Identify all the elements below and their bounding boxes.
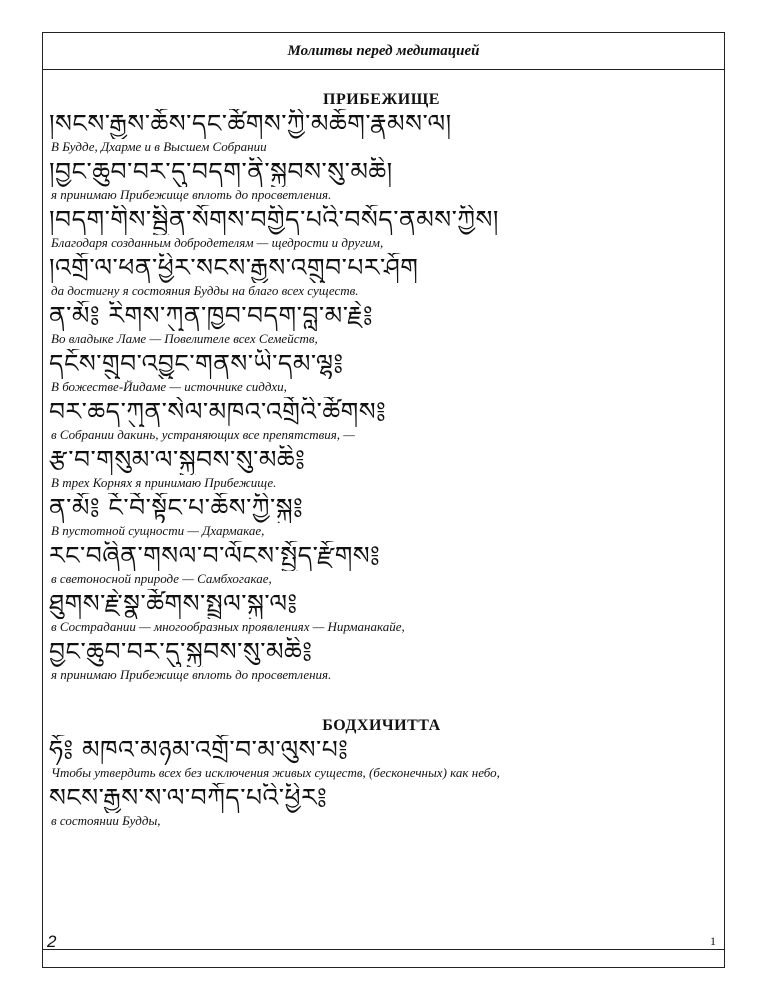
russian-line: я принимаю Прибежище вплоть до просветления. (51, 667, 332, 682)
tibetan-line: སངས་རྒྱས་ས་ལ་བཀོད་པའི་ཕྱིར༔ (49, 783, 328, 812)
verse (49, 493, 714, 539)
tibetan-line: བར་ཆད་ཀུན་སེལ་མཁའ་འགྲོའི་ཚོགས༔ (49, 397, 387, 426)
verse (49, 637, 714, 683)
russian-line: в состоянии Будды, (51, 813, 161, 828)
verse (49, 109, 714, 155)
russian-line: да достигну я состояния Будды на благо всех существ. (51, 283, 359, 298)
tibetan-line: །འགྲོ་ལ་ཕན་ཕྱིར་སངས་རྒྱས་འགྲུབ་པར་ཤོག (49, 253, 419, 282)
tibetan-line: ཧོ༔ མཁའ་མཉམ་འགྲོ་བ་མ་ལུས་པ༔ (49, 735, 349, 764)
russian-line: В божестве-Йидаме — источнике сиддхи, (51, 379, 287, 394)
verse (49, 735, 714, 781)
footer-rule (43, 932, 724, 951)
verse (49, 541, 714, 587)
tibetan-line: རང་བཞིན་གསལ་བ་ལོངས་སྤྱོད་རྫོགས༔ (49, 541, 381, 570)
page-frame (42, 32, 725, 968)
russian-line: я принимаю Прибежище вплоть до просветления. (51, 187, 332, 202)
russian-line: в Сострадании — многообразных проявлениях — Нирманакайе, (51, 619, 405, 634)
verse (49, 157, 714, 203)
verse (49, 301, 714, 347)
tibetan-line: །སངས་རྒྱས་ཆོས་དང་ཚོགས་ཀྱི་མཆོག་རྣམས་ལ། (49, 109, 452, 138)
tibetan-line: ན་མོ༔ རིགས་ཀུན་ཁྱབ་བདག་བླ་མ་རྗེ༔ (49, 301, 373, 330)
verse (49, 445, 714, 491)
russian-line: Во владыке Ламе — Повелителе всех Семейств, (51, 331, 318, 346)
document-body (49, 81, 714, 831)
page-number: 1 (710, 934, 716, 948)
russian-line: Чтобы утвердить всех без исключения живых существ, (бесконечных) как небо, (51, 765, 500, 780)
russian-line: в светоносной природе — Самбхогакае, (51, 571, 272, 586)
verse (49, 205, 714, 251)
section-spacer (49, 685, 714, 707)
footer-left-mark: 2 (47, 932, 57, 951)
verse (49, 589, 714, 635)
tibetan-line: ཐུགས་རྗེ་སྣ་ཚོགས་སྤྲུལ་སྐུ་ལ༔ (49, 589, 298, 618)
tibetan-line: ན་མོ༔ ངོ་བོ་སྟོང་པ་ཆོས་ཀྱི་སྐུ༔ (49, 493, 304, 522)
tibetan-line: །བདག་གིས་སྦྱིན་སོགས་བགྱིད་པའི་བསོད་ནམས་ཀྱིས། (49, 205, 499, 234)
tibetan-line: རྩ་བ་གསུམ་ལ་སྐྱབས་སུ་མཆི༔ (49, 445, 306, 474)
russian-line: В Будде, Дхарме и в Высшем Собрании (51, 139, 267, 154)
verse (49, 783, 714, 829)
tibetan-line: །བྱང་ཆུབ་བར་དུ་བདག་ནི་སྐྱབས་སུ་མཆི། (49, 157, 393, 186)
section-title-bodhicitta: БОДХИЧИТТА (322, 717, 441, 734)
section-title-refuge: ПРИБЕЖИЩЕ (323, 91, 440, 108)
verse (49, 397, 714, 443)
verse (49, 349, 714, 395)
tibetan-line: དངོས་གྲུབ་འབྱུང་གནས་ཡི་དམ་ལྷ༔ (49, 349, 344, 378)
header-title: Молитвы перед медитацией (287, 42, 480, 59)
russian-line: в Собрании дакинь, устраняющих все препятствия, — (51, 427, 355, 442)
russian-line: В пустотной сущности — Дхармакае, (51, 523, 265, 538)
tibetan-line: བྱང་ཆུབ་བར་དུ་སྐྱབས་སུ་མཆི༔ (49, 637, 313, 666)
russian-line: В трех Корнях я принимаю Прибежище. (51, 475, 277, 490)
russian-line: Благодаря созданным добродетелям — щедрости и другим, (51, 235, 384, 250)
verse (49, 253, 714, 299)
verse-list-bodhicitta (49, 735, 714, 829)
page-header (43, 33, 724, 70)
verse-list-refuge (49, 109, 714, 683)
